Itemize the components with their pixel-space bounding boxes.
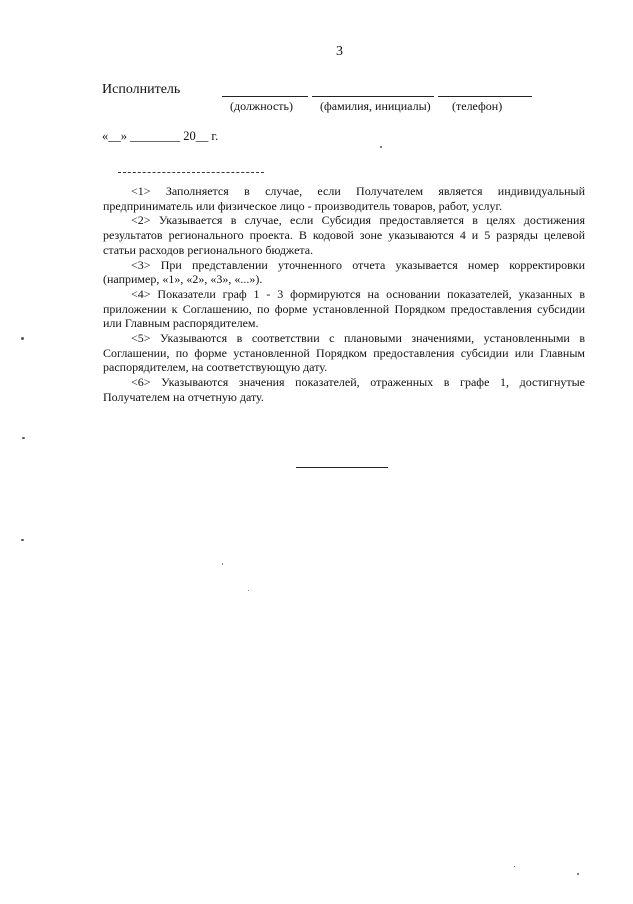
scan-speck — [380, 146, 382, 148]
scan-speck — [514, 866, 515, 867]
name-signature-line — [312, 96, 434, 97]
footnote-1: <1> Заполняется в случае, если Получателем является индивидуальный предприниматель или физическое лицо - производитель товаров, работ, услуг. — [103, 184, 585, 213]
scan-speck — [577, 873, 579, 875]
footnotes — [103, 184, 585, 405]
footnote-4: <4> Показатели граф 1 - 3 формируются на основании показателей, указанных в приложении к Соглашению, по форме установленной Порядком предоставления субсидии или Главным распорядителем. — [103, 286, 585, 331]
position-caption: (должность) — [230, 99, 293, 113]
phone-caption: (телефон) — [452, 99, 503, 113]
footnote-5: <5> Указываются в соответствии с плановыми значениями, установленными в Соглашении, по форме установленной Порядком предоставления субсидии или Главным распорядителем, на соответствующую дату. — [103, 331, 585, 375]
executor-label: Исполнитель — [102, 82, 181, 97]
scan-speck — [248, 590, 249, 591]
scan-speck — [222, 563, 223, 565]
position-signature-line — [222, 96, 308, 97]
end-of-text-line — [296, 467, 388, 468]
scan-speck — [22, 437, 25, 439]
phone-signature-line — [438, 96, 532, 97]
footnotes-separator — [118, 172, 264, 173]
footnote-6: <6> Указываются значения показателей, отраженных в графе 1, достигнутые Получателем на отчетную дату. — [103, 375, 585, 404]
page-number: 3 — [336, 44, 343, 59]
footnote-3: <3> При представлении уточненного отчета указывается номер корректировки (например, «1», «2», «3», «...»). — [103, 257, 585, 287]
footnote-2: <2> Указывается в случае, если Субсидия предоставляется в целях достижения результатов регионального проекта. В кодовой зоне указываются 4 и 5 разряды целевой статьи расходов регионального бюджета. — [103, 213, 585, 257]
date-line: «__» ________ 20__ г. — [102, 129, 219, 143]
name-caption: (фамилия, инициалы) — [320, 99, 431, 113]
scan-speck — [21, 539, 24, 541]
scan-speck — [21, 337, 24, 340]
